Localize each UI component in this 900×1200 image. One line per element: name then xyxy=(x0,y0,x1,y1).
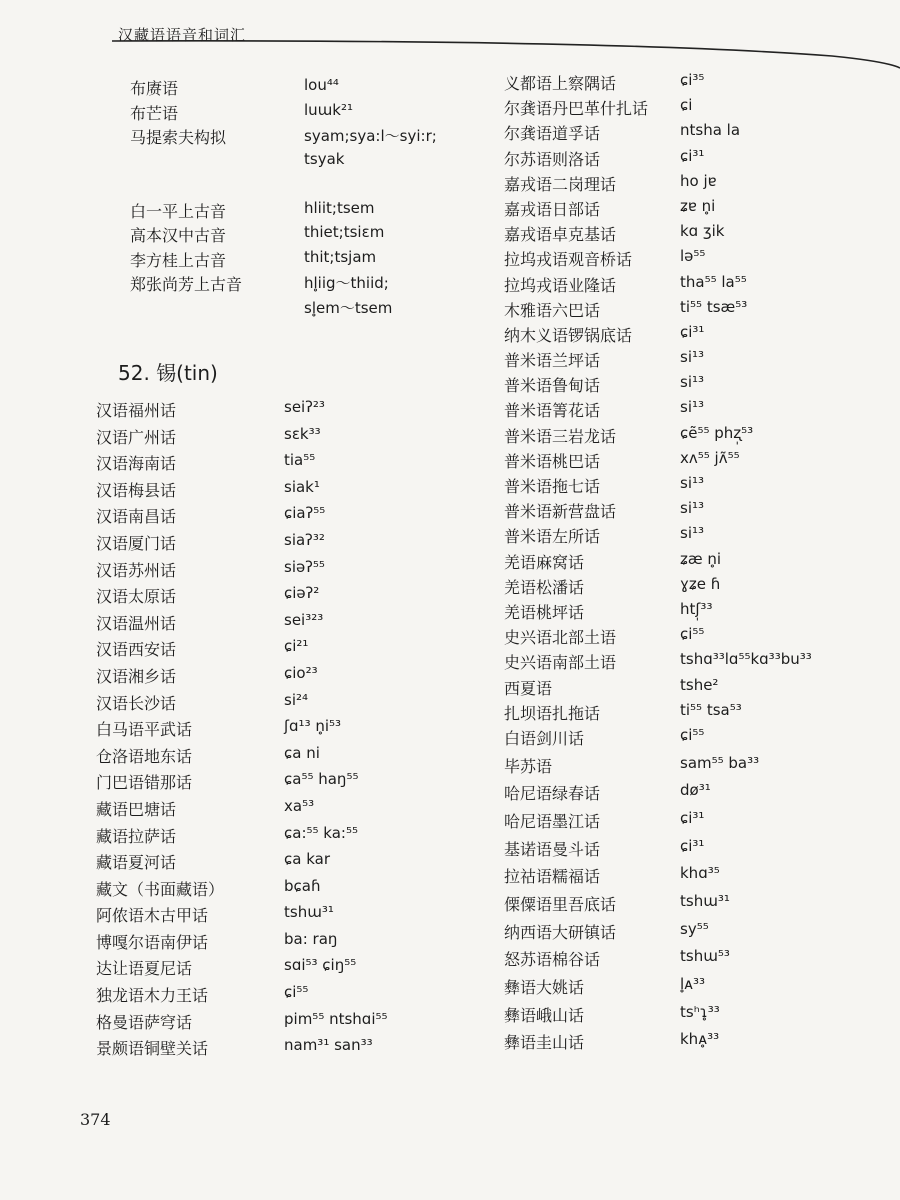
pronunciation: ɕa ni xyxy=(284,743,320,762)
top-left-entry-list xyxy=(130,76,470,321)
pronunciation: ti⁵⁵ tsa⁵³ xyxy=(680,700,742,719)
language-name: 博嘎尔语南伊话 xyxy=(96,932,209,952)
language-name: 傈僳语里吾底话 xyxy=(504,895,617,914)
entry-row xyxy=(96,584,476,611)
entry-row xyxy=(130,150,470,175)
entry-row xyxy=(504,499,884,524)
entry-row xyxy=(504,273,884,298)
entry-row xyxy=(504,71,884,96)
language-name: 西夏语 xyxy=(504,678,553,698)
language-name: 汉语太原话 xyxy=(96,587,177,607)
pronunciation: ɕiəʔ² xyxy=(284,584,320,603)
language-name: 纳木义语锣锅底话 xyxy=(504,325,633,345)
pronunciation: ɕiaʔ⁵⁵ xyxy=(284,504,326,523)
entry-row xyxy=(96,824,476,851)
pronunciation: dø³¹ xyxy=(680,781,711,800)
language-name: 景颇语铜壁关话 xyxy=(96,1039,209,1059)
entry-row xyxy=(130,248,470,273)
entry-row xyxy=(504,449,884,474)
language-name: 白马语平武话 xyxy=(96,720,193,740)
entry-row xyxy=(130,76,470,101)
entry-row xyxy=(504,172,884,197)
pronunciation: si¹³ xyxy=(680,524,705,543)
entry-row xyxy=(96,664,476,691)
pronunciation: hl̥iig～thiid; xyxy=(304,274,389,292)
entry-row xyxy=(504,920,884,948)
pronunciation: ɕi³⁵ xyxy=(680,71,705,89)
pronunciation: si¹³ xyxy=(680,474,705,492)
pronunciation: ɕi xyxy=(680,96,693,115)
entry-row xyxy=(96,1010,476,1037)
pronunciation: sy⁵⁵ xyxy=(680,919,709,938)
entry-row xyxy=(504,947,884,975)
language-name: 郑张尚芳上古音 xyxy=(130,275,243,294)
entry-row xyxy=(130,297,470,322)
entry-row xyxy=(504,701,884,726)
entry-row xyxy=(96,983,476,1010)
language-name: 普米语三岩龙话 xyxy=(504,426,617,446)
language-name: 独龙语木力王话 xyxy=(96,986,209,1006)
pronunciation: ɕi⁵⁵ xyxy=(680,725,705,744)
language-name: 彝语峨山话 xyxy=(504,1005,585,1025)
entry-row xyxy=(96,956,476,983)
language-name: 藏语巴塘话 xyxy=(96,799,177,819)
pronunciation: bɕaɦ xyxy=(284,876,321,895)
pronunciation: ɕi³¹ xyxy=(680,322,705,341)
entry-row xyxy=(504,600,884,625)
language-name: 布芒语 xyxy=(130,103,179,123)
pronunciation: si¹³ xyxy=(680,499,705,518)
pronunciation: si¹³ xyxy=(680,373,705,392)
entry-row xyxy=(96,930,476,957)
entry-row xyxy=(504,550,884,575)
entry-row xyxy=(504,348,884,373)
entry-row xyxy=(96,637,476,664)
language-name: 嘉戎语日部话 xyxy=(504,199,601,219)
entry-row xyxy=(130,272,470,297)
entry-row xyxy=(504,398,884,423)
pronunciation: tshɑ³³lɑ⁵⁵kɑ³³bu³³ xyxy=(680,650,812,669)
pronunciation: ɕi⁵⁵ xyxy=(284,983,309,1002)
pronunciation: htʃ̩³³ xyxy=(680,599,713,618)
language-name: 羌语桃坪话 xyxy=(504,602,585,622)
language-name: 普米语桃巴话 xyxy=(504,451,601,471)
entry-row xyxy=(504,726,884,754)
pronunciation: si¹³ xyxy=(680,398,705,417)
entry-row xyxy=(504,575,884,600)
language-name: 白语剑川话 xyxy=(504,728,585,748)
language-name: 拉坞戎语观音桥话 xyxy=(504,250,633,270)
language-name: 哈尼语绿春话 xyxy=(504,784,601,804)
language-name: 扎坝语扎拖话 xyxy=(504,703,601,723)
entry-row xyxy=(504,247,884,272)
language-name: 藏文（书面藏语） xyxy=(96,879,225,899)
language-name: 义都语上察隅话 xyxy=(504,74,617,93)
language-name: 门巴语错那话 xyxy=(96,773,193,793)
entry-row xyxy=(504,323,884,348)
entry-row xyxy=(96,691,476,718)
entry-row xyxy=(504,1030,884,1058)
entry-row xyxy=(504,373,884,398)
entry-row xyxy=(130,223,470,248)
pronunciation: ɕio²³ xyxy=(284,663,318,682)
entry-row xyxy=(504,96,884,121)
pronunciation: si¹³ xyxy=(680,348,705,367)
pronunciation: nam³¹ san³³ xyxy=(284,1036,373,1055)
pronunciation: ʃɑ¹³ n̥i⁵³ xyxy=(284,717,342,736)
pronunciation: thit;tsjam xyxy=(304,247,377,266)
language-name: 藏语夏河话 xyxy=(96,853,177,873)
pronunciation: ʑɐ n̥i xyxy=(680,196,716,215)
pronunciation: sɑi⁵³ ɕiŋ⁵⁵ xyxy=(284,956,357,975)
pronunciation: ɣʑe ɦ xyxy=(680,574,721,593)
language-name: 汉语福州话 xyxy=(96,401,177,420)
entry-row xyxy=(130,101,470,126)
pronunciation: tshɯ³¹ xyxy=(284,903,334,922)
language-name: 史兴语北部土语 xyxy=(504,628,617,648)
pronunciation: luɯk²¹ xyxy=(304,100,353,119)
entry-row xyxy=(96,504,476,531)
pronunciation: ɕa:⁵⁵ ka:⁵⁵ xyxy=(284,823,358,842)
language-name: 高本汉中古音 xyxy=(130,226,227,245)
entry-row xyxy=(96,425,476,452)
entry-row xyxy=(504,625,884,650)
language-name: 白一平上古音 xyxy=(130,201,227,221)
pronunciation: tshɯ⁵³ xyxy=(680,947,730,966)
pronunciation: kɑ ʒik xyxy=(680,222,725,241)
language-name: 纳西语大研镇话 xyxy=(504,922,617,942)
entry-row xyxy=(504,222,884,247)
pronunciation: tha⁵⁵ la⁵⁵ xyxy=(680,272,747,291)
pronunciation: siak¹ xyxy=(284,477,320,496)
language-name: 马提索夫构拟 xyxy=(130,128,227,147)
language-name: 羌语松潘话 xyxy=(504,577,585,597)
language-name: 仓洛语地东话 xyxy=(96,746,193,766)
language-name: 汉语梅县话 xyxy=(96,480,177,500)
entry-row xyxy=(504,121,884,146)
entry-row xyxy=(96,531,476,558)
language-name: 汉语长沙话 xyxy=(96,693,177,713)
language-name: 尔龚语道孚话 xyxy=(504,124,601,144)
entry-row xyxy=(504,1003,884,1031)
language-name: 布赓语 xyxy=(130,79,179,98)
pronunciation: xa⁵³ xyxy=(284,796,315,815)
language-name: 格曼语萨穹话 xyxy=(96,1012,193,1032)
entry-row xyxy=(504,524,884,549)
pronunciation: lə⁵⁵ xyxy=(680,247,706,266)
pronunciation: tsʰɿ̥³³ xyxy=(680,1002,720,1021)
language-name: 阿侬语木古甲话 xyxy=(96,906,209,926)
pronunciation: sam⁵⁵ ba³³ xyxy=(680,753,760,772)
pronunciation: ɕa kar xyxy=(284,850,330,869)
language-name: 汉语温州话 xyxy=(96,613,177,633)
language-name: 达让语夏尼话 xyxy=(96,959,193,979)
pronunciation: pim⁵⁵ ntshɑi⁵⁵ xyxy=(284,1009,388,1028)
language-name: 彝语大姚话 xyxy=(504,978,585,998)
entry-row xyxy=(130,174,470,199)
pronunciation: l̥ᴀ³³ xyxy=(680,975,706,994)
entry-row xyxy=(504,837,884,865)
language-name: 毕苏语 xyxy=(504,756,553,776)
entry-row xyxy=(96,850,476,877)
entry-row xyxy=(96,903,476,930)
language-name: 汉语南昌话 xyxy=(96,507,177,527)
language-name: 普米语拖七话 xyxy=(504,477,601,496)
entry-row xyxy=(96,478,476,505)
language-name: 木雅语六巴话 xyxy=(504,300,601,320)
language-name: 普米语鲁甸话 xyxy=(504,376,601,396)
language-name: 彝语圭山话 xyxy=(504,1033,585,1053)
pronunciation: ɕa⁵⁵ haŋ⁵⁵ xyxy=(284,770,359,789)
header-title: 汉藏语语音和词汇 xyxy=(118,26,247,44)
entry-row xyxy=(504,754,884,782)
entry-row xyxy=(96,717,476,744)
pronunciation: siəʔ⁵⁵ xyxy=(284,557,325,576)
pronunciation: si²⁴ xyxy=(284,690,309,709)
entry-row xyxy=(96,744,476,771)
entry-row xyxy=(130,125,470,150)
pronunciation: siaʔ³² xyxy=(284,530,325,549)
language-name: 拉坞戎语业隆话 xyxy=(504,275,617,295)
language-name: 尔苏语则洛话 xyxy=(504,149,601,169)
pronunciation: khɑ³⁵ xyxy=(680,864,720,883)
section-left-entry-list xyxy=(96,398,476,1063)
language-name: 普米语新营盘话 xyxy=(504,502,617,522)
language-name: 嘉戎语卓克基话 xyxy=(504,225,617,245)
entry-row xyxy=(504,781,884,809)
pronunciation: lou⁴⁴ xyxy=(304,76,339,94)
entry-row xyxy=(96,797,476,824)
pronunciation: ɕi³¹ xyxy=(680,146,705,165)
language-name: 汉语湘乡话 xyxy=(96,666,177,686)
pronunciation: tshɯ³¹ xyxy=(680,892,730,910)
language-name: 嘉戎语二岗理话 xyxy=(504,174,617,194)
language-name: 李方桂上古音 xyxy=(130,250,227,270)
pronunciation: tia⁵⁵ xyxy=(284,451,316,470)
language-name: 汉语厦门话 xyxy=(96,533,177,553)
pronunciation: hliit;tsem xyxy=(304,198,375,217)
language-name: 普米语兰坪话 xyxy=(504,351,601,371)
entry-row xyxy=(96,770,476,797)
pronunciation: xʌ⁵⁵ jʌ̃⁵⁵ xyxy=(680,448,740,467)
pronunciation: ti⁵⁵ tsæ⁵³ xyxy=(680,297,748,316)
entry-row xyxy=(504,197,884,222)
language-name: 尔龚语丹巴革什扎话 xyxy=(504,99,649,119)
entry-row xyxy=(504,650,884,675)
pronunciation: ntsha la xyxy=(680,121,741,140)
pronunciation: ɕi⁵⁵ xyxy=(680,625,705,644)
entry-row xyxy=(504,892,884,920)
pronunciation: ɕi³¹ xyxy=(680,836,705,855)
language-name: 普米语左所话 xyxy=(504,527,601,547)
entry-row xyxy=(504,147,884,172)
pronunciation: ba: raŋ xyxy=(284,929,338,948)
entry-row xyxy=(130,199,470,224)
language-name: 哈尼语墨江话 xyxy=(504,811,601,831)
language-name: 汉语广州话 xyxy=(96,427,177,447)
entry-row xyxy=(504,676,884,701)
entry-row xyxy=(96,611,476,638)
pronunciation: ɕi²¹ xyxy=(284,637,309,656)
entry-row xyxy=(504,424,884,449)
pronunciation: tsyak xyxy=(304,149,345,168)
language-name: 羌语麻窝话 xyxy=(504,552,585,572)
pronunciation: sɛk³³ xyxy=(284,424,321,443)
language-name: 基诺语曼斗话 xyxy=(504,839,601,859)
pronunciation: seiʔ²³ xyxy=(284,398,325,416)
language-name: 怒苏语棉谷话 xyxy=(504,950,601,970)
entry-row xyxy=(96,877,476,904)
language-name: 史兴语南部土语 xyxy=(504,653,617,673)
entry-row xyxy=(504,298,884,323)
header-rule xyxy=(112,0,900,80)
right-entry-list xyxy=(504,71,884,1058)
language-name: 普米语箐花话 xyxy=(504,401,601,421)
entry-row xyxy=(96,451,476,478)
pronunciation: ʑæ n̥i xyxy=(680,549,722,568)
pronunciation: tshe² xyxy=(680,675,719,694)
pronunciation: sei³²³ xyxy=(284,610,324,629)
pronunciation: ɕi³¹ xyxy=(680,808,705,827)
pronunciation: sl̥em～tsem xyxy=(304,298,393,317)
language-name: 汉语苏州话 xyxy=(96,560,177,580)
pronunciation: ho jɐ xyxy=(680,171,717,190)
pronunciation: thiet;tsiɛm xyxy=(304,223,385,241)
page-number: 374 xyxy=(80,1110,111,1129)
language-name: 汉语海南话 xyxy=(96,454,177,474)
entry-row xyxy=(504,474,884,499)
entry-row xyxy=(504,975,884,1003)
language-name: 藏语拉萨话 xyxy=(96,826,177,846)
entry-row xyxy=(504,864,884,892)
entry-row xyxy=(96,398,476,425)
language-name: 汉语西安话 xyxy=(96,640,177,660)
pronunciation: ɕẽ⁵⁵ phʐ̩⁵³ xyxy=(680,423,754,442)
language-name: 拉祜语糯福话 xyxy=(504,867,601,887)
pronunciation: khᴀ̥³³ xyxy=(680,1030,720,1049)
entry-row xyxy=(96,558,476,585)
pronunciation: syam;sya:l～syi:r; xyxy=(304,127,437,145)
section-title: 52. 锡(tin) xyxy=(118,361,218,385)
entry-row xyxy=(504,809,884,837)
entry-row xyxy=(96,1036,476,1063)
